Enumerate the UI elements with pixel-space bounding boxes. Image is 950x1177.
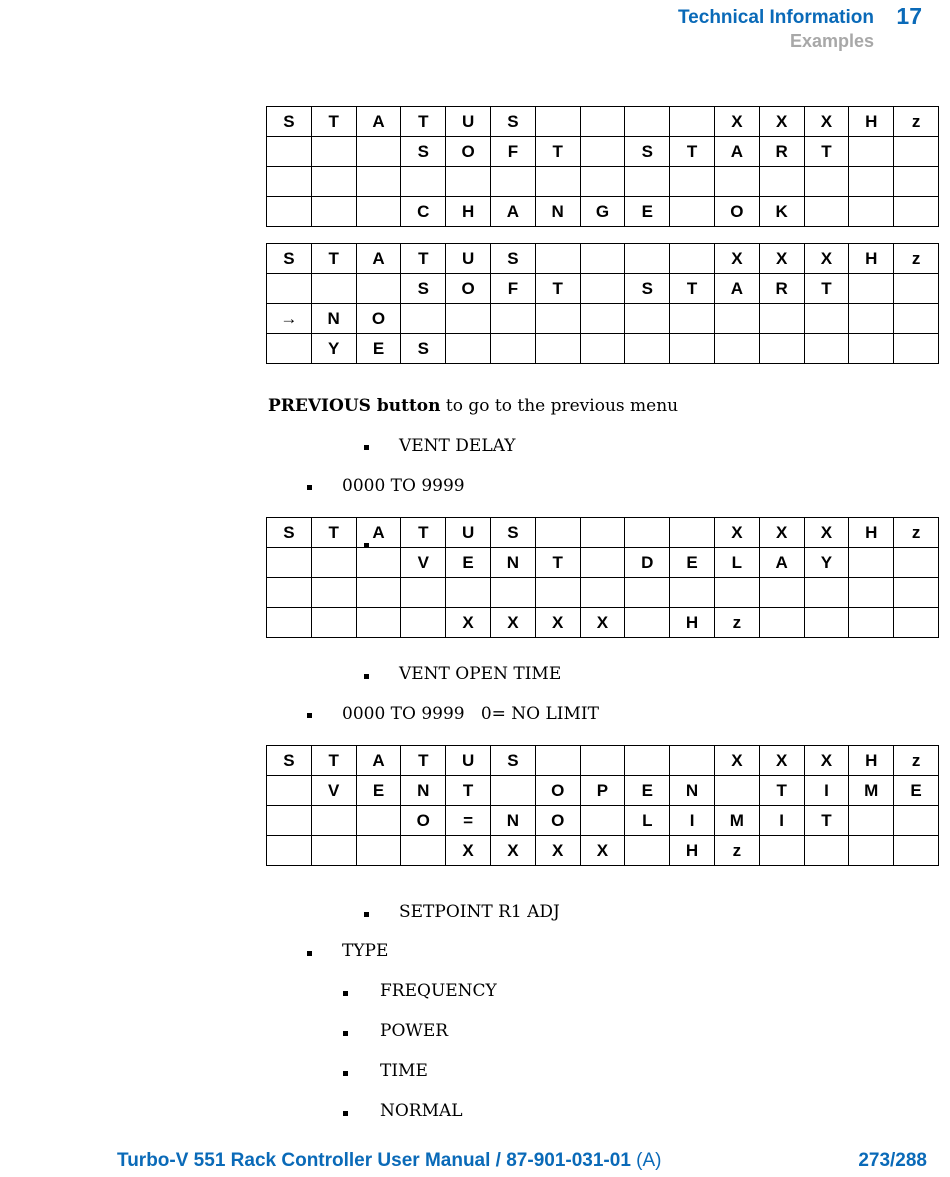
lcd-cell: K (759, 197, 804, 227)
lcd-row (267, 274, 939, 304)
footer-page-number: 273/288 (858, 1150, 927, 1171)
lcd-cell (446, 334, 491, 364)
lcd-cell (759, 578, 804, 608)
lcd-cell (804, 304, 849, 334)
lcd-row (267, 304, 939, 334)
bullet-icon (364, 912, 369, 917)
lcd-cell: O (714, 197, 759, 227)
lcd-cell: M (849, 776, 894, 806)
lcd-cell: X (759, 518, 804, 548)
lcd-cell (625, 107, 670, 137)
lcd-cell: R (759, 137, 804, 167)
lcd-cell: S (401, 274, 446, 304)
lcd-cell (580, 107, 625, 137)
lcd-row (267, 776, 939, 806)
lcd-cell: N (670, 776, 715, 806)
lcd-cell (356, 608, 401, 638)
lcd-cell (535, 578, 580, 608)
lcd-cell: X (759, 107, 804, 137)
lcd-cell (625, 334, 670, 364)
lcd-row (267, 197, 939, 227)
lcd-cell: Y (311, 334, 356, 364)
lcd-cell: T (311, 746, 356, 776)
lcd-cell: X (759, 244, 804, 274)
lcd-row (267, 548, 939, 578)
lcd-cell: X (490, 608, 535, 638)
lcd-cell (490, 578, 535, 608)
lcd-cell: X (714, 746, 759, 776)
lcd-cell (670, 304, 715, 334)
lcd-cell: I (759, 806, 804, 836)
lcd-row (267, 608, 939, 638)
lcd-cell: T (535, 548, 580, 578)
lcd-cell: A (356, 244, 401, 274)
lcd-cell: X (804, 746, 849, 776)
lcd-cell (670, 107, 715, 137)
lcd-cell: T (401, 244, 446, 274)
lcd-cell (580, 518, 625, 548)
lcd-cell (356, 167, 401, 197)
lcd-cell: A (714, 274, 759, 304)
lcd-cell: X (759, 746, 804, 776)
lcd-cell (356, 137, 401, 167)
lcd-cell (267, 137, 312, 167)
lcd-row (267, 244, 939, 274)
lcd-cell: S (267, 107, 312, 137)
bullet-icon (343, 991, 348, 996)
lcd-cell (670, 244, 715, 274)
lcd-cell (894, 608, 939, 638)
lcd-cell (849, 167, 894, 197)
header-subtitle: Examples (789, 31, 874, 51)
lcd-cell: N (401, 776, 446, 806)
lcd-cell (356, 197, 401, 227)
lcd-cell: X (580, 608, 625, 638)
lcd-display-soft-start-change-ok (266, 106, 939, 227)
lcd-cell: S (267, 746, 312, 776)
lcd-cell (625, 578, 670, 608)
lcd-cell: X (714, 518, 759, 548)
lcd-cell (580, 806, 625, 836)
lcd-cell (625, 836, 670, 866)
lcd-cell: X (535, 836, 580, 866)
lcd-cell (894, 304, 939, 334)
lcd-cell (849, 608, 894, 638)
bullet-icon (364, 543, 369, 548)
option-frequency: FREQUENCY (380, 981, 497, 1001)
lcd-cell (625, 244, 670, 274)
header-title: Technical Information (677, 7, 874, 28)
lcd-cell: T (446, 776, 491, 806)
lcd-cell (311, 548, 356, 578)
lcd-cell: N (311, 304, 356, 334)
lcd-cell (670, 197, 715, 227)
option-normal: NORMAL (380, 1101, 463, 1121)
lcd-cell: S (267, 244, 312, 274)
lcd-cell (401, 608, 446, 638)
lcd-cell (535, 304, 580, 334)
lcd-cell (446, 304, 491, 334)
lcd-cell: H (849, 107, 894, 137)
lcd-cell (267, 578, 312, 608)
lcd-cell (580, 746, 625, 776)
lcd-cell: T (535, 274, 580, 304)
bullet-icon (343, 1071, 348, 1076)
lcd-row (267, 167, 939, 197)
lcd-display-soft-start-no-yes (266, 243, 939, 364)
lcd-cell: S (490, 107, 535, 137)
previous-button-label: PREVIOUS button (268, 396, 441, 416)
lcd-cell (356, 274, 401, 304)
lcd-row (267, 806, 939, 836)
lcd-cell: S (401, 137, 446, 167)
lcd-cell (714, 167, 759, 197)
lcd-cell (356, 548, 401, 578)
lcd-cell (670, 746, 715, 776)
lcd-cell (625, 304, 670, 334)
lcd-cell (714, 304, 759, 334)
lcd-cell: H (849, 518, 894, 548)
lcd-cell (267, 197, 312, 227)
lcd-cell (311, 608, 356, 638)
lcd-cell (759, 167, 804, 197)
lcd-cell (625, 167, 670, 197)
lcd-cell: X (535, 608, 580, 638)
lcd-cell: O (535, 806, 580, 836)
lcd-cell: L (625, 806, 670, 836)
previous-button-description: to go to the previous menu (440, 396, 679, 416)
menu-item-type: TYPE (342, 941, 389, 961)
lcd-cell (267, 334, 312, 364)
footer-revision: (A) (636, 1150, 662, 1171)
lcd-cell: M (714, 806, 759, 836)
lcd-cell: F (490, 274, 535, 304)
lcd-cell: z (894, 746, 939, 776)
lcd-cell: O (446, 274, 491, 304)
lcd-cell (894, 137, 939, 167)
lcd-cell (490, 167, 535, 197)
bullet-icon (307, 713, 312, 718)
lcd-cell (894, 197, 939, 227)
lcd-cell (490, 776, 535, 806)
lcd-cell (267, 806, 312, 836)
lcd-cell: N (490, 548, 535, 578)
lcd-cell: T (804, 806, 849, 836)
lcd-cell: A (356, 518, 401, 548)
lcd-cell (714, 334, 759, 364)
range-vent-open-time: 0000 TO 9999 0= NO LIMIT (342, 704, 599, 724)
lcd-cell: z (714, 836, 759, 866)
lcd-cell (625, 608, 670, 638)
lcd-display-vent-open-time (266, 745, 939, 866)
lcd-cell: T (311, 107, 356, 137)
lcd-cell (446, 167, 491, 197)
lcd-cell (267, 608, 312, 638)
lcd-cell: V (311, 776, 356, 806)
lcd-cell (804, 197, 849, 227)
lcd-cell (804, 578, 849, 608)
lcd-cell: S (490, 244, 535, 274)
lcd-cell (759, 304, 804, 334)
lcd-cell (580, 334, 625, 364)
lcd-cell: S (625, 137, 670, 167)
menu-item-vent-open-time: VENT OPEN TIME (399, 664, 562, 684)
lcd-cell: Y (804, 548, 849, 578)
lcd-cell: z (894, 107, 939, 137)
lcd-cell (670, 518, 715, 548)
lcd-cell: R (759, 274, 804, 304)
lcd-cell (580, 304, 625, 334)
lcd-cell: X (804, 518, 849, 548)
lcd-cell: E (670, 548, 715, 578)
option-power: POWER (380, 1021, 449, 1041)
lcd-cell: A (356, 746, 401, 776)
bullet-icon (343, 1031, 348, 1036)
lcd-cell (714, 578, 759, 608)
lcd-cell: A (490, 197, 535, 227)
lcd-cell (894, 806, 939, 836)
lcd-cell: D (625, 548, 670, 578)
chapter-number: 17 (896, 3, 922, 29)
lcd-cell (267, 836, 312, 866)
lcd-cell (311, 137, 356, 167)
lcd-cell (894, 578, 939, 608)
lcd-cell: X (714, 244, 759, 274)
lcd-cell (267, 274, 312, 304)
lcd-cell: O (401, 806, 446, 836)
lcd-cell (759, 608, 804, 638)
lcd-cell (580, 167, 625, 197)
lcd-cell: A (356, 107, 401, 137)
menu-item-setpoint-r1-adj: SETPOINT R1 ADJ (399, 902, 560, 922)
lcd-cell (401, 836, 446, 866)
lcd-cell (535, 244, 580, 274)
lcd-cell (894, 274, 939, 304)
lcd-cell: E (446, 548, 491, 578)
footer-manual-title (117, 1150, 662, 1172)
lcd-cell (267, 167, 312, 197)
lcd-cell: G (580, 197, 625, 227)
lcd-cell: O (446, 137, 491, 167)
lcd-cell: T (311, 244, 356, 274)
lcd-cell: H (446, 197, 491, 227)
lcd-cell (401, 304, 446, 334)
lcd-cell: T (401, 107, 446, 137)
lcd-cell (849, 578, 894, 608)
lcd-display-vent-delay (266, 517, 939, 638)
lcd-cell (849, 334, 894, 364)
lcd-cell: z (894, 518, 939, 548)
lcd-cell: X (490, 836, 535, 866)
lcd-cell (759, 836, 804, 866)
lcd-cell: V (401, 548, 446, 578)
lcd-cell (311, 836, 356, 866)
menu-item-vent-delay: VENT DELAY (399, 436, 516, 456)
lcd-cell: U (446, 244, 491, 274)
previous-button-instruction (268, 396, 678, 416)
lcd-cell (311, 274, 356, 304)
lcd-cell: N (490, 806, 535, 836)
lcd-cell (356, 806, 401, 836)
lcd-cell: E (625, 197, 670, 227)
lcd-cell: = (446, 806, 491, 836)
lcd-cell (670, 578, 715, 608)
option-time: TIME (380, 1061, 428, 1081)
lcd-row (267, 334, 939, 364)
lcd-cell (849, 274, 894, 304)
lcd-cell: X (804, 244, 849, 274)
lcd-cell: O (535, 776, 580, 806)
lcd-cell: z (894, 244, 939, 274)
lcd-cell (894, 836, 939, 866)
lcd-cell (535, 167, 580, 197)
lcd-cell (804, 836, 849, 866)
lcd-cell: T (535, 137, 580, 167)
lcd-cell (714, 776, 759, 806)
lcd-cell: N (535, 197, 580, 227)
lcd-cell: E (356, 776, 401, 806)
lcd-cell: S (625, 274, 670, 304)
bullet-icon (364, 674, 369, 679)
lcd-cell: z (714, 608, 759, 638)
lcd-cell: H (670, 608, 715, 638)
lcd-cell: I (804, 776, 849, 806)
lcd-cell: X (714, 107, 759, 137)
lcd-cell: S (267, 518, 312, 548)
lcd-cell (849, 304, 894, 334)
lcd-cell (625, 518, 670, 548)
lcd-cell (580, 274, 625, 304)
lcd-cell (311, 578, 356, 608)
lcd-cell: T (670, 274, 715, 304)
bullet-icon (307, 485, 312, 490)
lcd-cell: I (670, 806, 715, 836)
lcd-cell (580, 137, 625, 167)
lcd-cell (490, 334, 535, 364)
lcd-cell: → (267, 304, 312, 334)
lcd-cell: H (849, 746, 894, 776)
lcd-cell (580, 244, 625, 274)
lcd-cell: O (356, 304, 401, 334)
lcd-cell (356, 836, 401, 866)
lcd-cell: U (446, 107, 491, 137)
lcd-cell (894, 167, 939, 197)
lcd-cell (849, 836, 894, 866)
lcd-cell: H (849, 244, 894, 274)
lcd-cell: C (401, 197, 446, 227)
lcd-cell: S (490, 518, 535, 548)
lcd-cell (356, 578, 401, 608)
lcd-cell (849, 806, 894, 836)
lcd-cell (849, 548, 894, 578)
lcd-cell (535, 107, 580, 137)
lcd-cell (759, 334, 804, 364)
lcd-cell (804, 608, 849, 638)
lcd-cell (894, 334, 939, 364)
bullet-icon (364, 445, 369, 450)
lcd-cell: X (580, 836, 625, 866)
lcd-cell (267, 548, 312, 578)
lcd-cell (535, 518, 580, 548)
bullet-icon (343, 1111, 348, 1116)
lcd-cell: E (625, 776, 670, 806)
lcd-cell: A (714, 137, 759, 167)
lcd-cell (401, 578, 446, 608)
lcd-cell: T (759, 776, 804, 806)
lcd-row (267, 578, 939, 608)
lcd-cell (804, 334, 849, 364)
lcd-cell: T (401, 746, 446, 776)
lcd-cell: E (894, 776, 939, 806)
lcd-cell (311, 167, 356, 197)
lcd-cell: L (714, 548, 759, 578)
lcd-cell: T (401, 518, 446, 548)
lcd-row (267, 746, 939, 776)
lcd-cell (670, 334, 715, 364)
lcd-cell: U (446, 746, 491, 776)
lcd-row (267, 836, 939, 866)
lcd-cell: F (490, 137, 535, 167)
lcd-cell: X (446, 836, 491, 866)
lcd-cell (535, 746, 580, 776)
lcd-cell (849, 197, 894, 227)
lcd-cell (267, 776, 312, 806)
lcd-cell (311, 806, 356, 836)
lcd-cell: T (804, 274, 849, 304)
lcd-cell: X (804, 107, 849, 137)
lcd-cell: S (490, 746, 535, 776)
lcd-row (267, 137, 939, 167)
lcd-cell: T (804, 137, 849, 167)
lcd-cell (490, 304, 535, 334)
lcd-cell: E (356, 334, 401, 364)
lcd-cell: A (759, 548, 804, 578)
lcd-cell: T (670, 137, 715, 167)
footer-manual-name: Turbo-V 551 Rack Controller User Manual / 87-901-031-01 (117, 1150, 631, 1171)
lcd-cell: H (670, 836, 715, 866)
lcd-cell: P (580, 776, 625, 806)
lcd-row (267, 107, 939, 137)
lcd-cell (894, 548, 939, 578)
bullet-icon (307, 951, 312, 956)
lcd-cell (670, 167, 715, 197)
range-vent-delay: 0000 TO 9999 (342, 476, 465, 496)
lcd-cell: U (446, 518, 491, 548)
lcd-cell (401, 167, 446, 197)
lcd-cell (580, 578, 625, 608)
lcd-cell: T (311, 518, 356, 548)
lcd-cell (446, 578, 491, 608)
lcd-cell (625, 746, 670, 776)
lcd-cell (580, 548, 625, 578)
lcd-cell (535, 334, 580, 364)
lcd-cell: X (446, 608, 491, 638)
lcd-cell: S (401, 334, 446, 364)
lcd-cell (804, 167, 849, 197)
lcd-cell (311, 197, 356, 227)
lcd-cell (849, 137, 894, 167)
